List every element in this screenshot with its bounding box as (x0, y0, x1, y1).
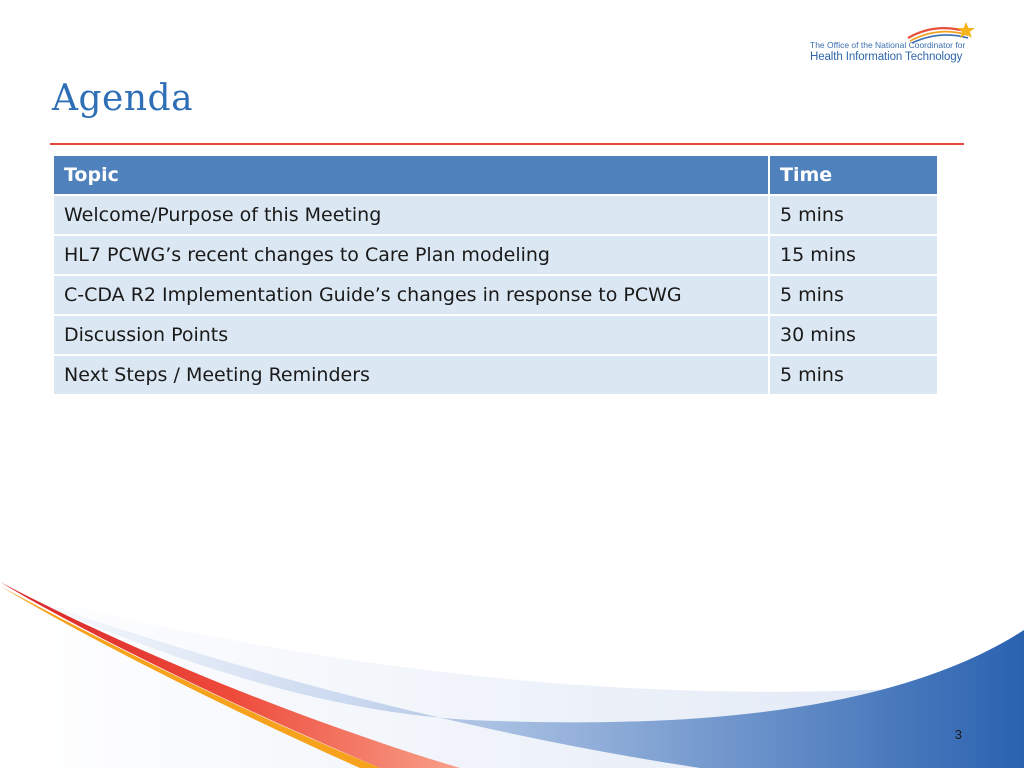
table-row (53, 235, 938, 275)
time-cell: 5 mins (769, 355, 938, 395)
time-cell: 5 mins (769, 195, 938, 235)
topic-cell: HL7 PCWG’s recent changes to Care Plan modeling (53, 235, 769, 275)
table-row (53, 275, 938, 315)
table-row (53, 355, 938, 395)
logo-text-line2: Health Information Technology (810, 51, 963, 63)
onc-logo (806, 20, 976, 66)
slide-title: Agenda (52, 78, 194, 119)
topic-cell: Next Steps / Meeting Reminders (53, 355, 769, 395)
header-time: Time (769, 155, 938, 195)
time-cell: 30 mins (769, 315, 938, 355)
header-topic: Topic (53, 155, 769, 195)
footer-swoosh-decoration (0, 570, 1024, 768)
slide-number: 3 (954, 727, 962, 742)
logo-text-line1: The Office of the National Coordinator for (810, 40, 966, 50)
topic-cell: C-CDA R2 Implementation Guide’s changes in response to PCWG (53, 275, 769, 315)
time-cell: 5 mins (769, 275, 938, 315)
title-divider (50, 143, 964, 145)
time-cell: 15 mins (769, 235, 938, 275)
agenda-table (52, 154, 939, 396)
topic-cell: Discussion Points (53, 315, 769, 355)
topic-cell: Welcome/Purpose of this Meeting (53, 195, 769, 235)
table-row (53, 315, 938, 355)
table-row (53, 195, 938, 235)
table-header-row (53, 155, 938, 195)
